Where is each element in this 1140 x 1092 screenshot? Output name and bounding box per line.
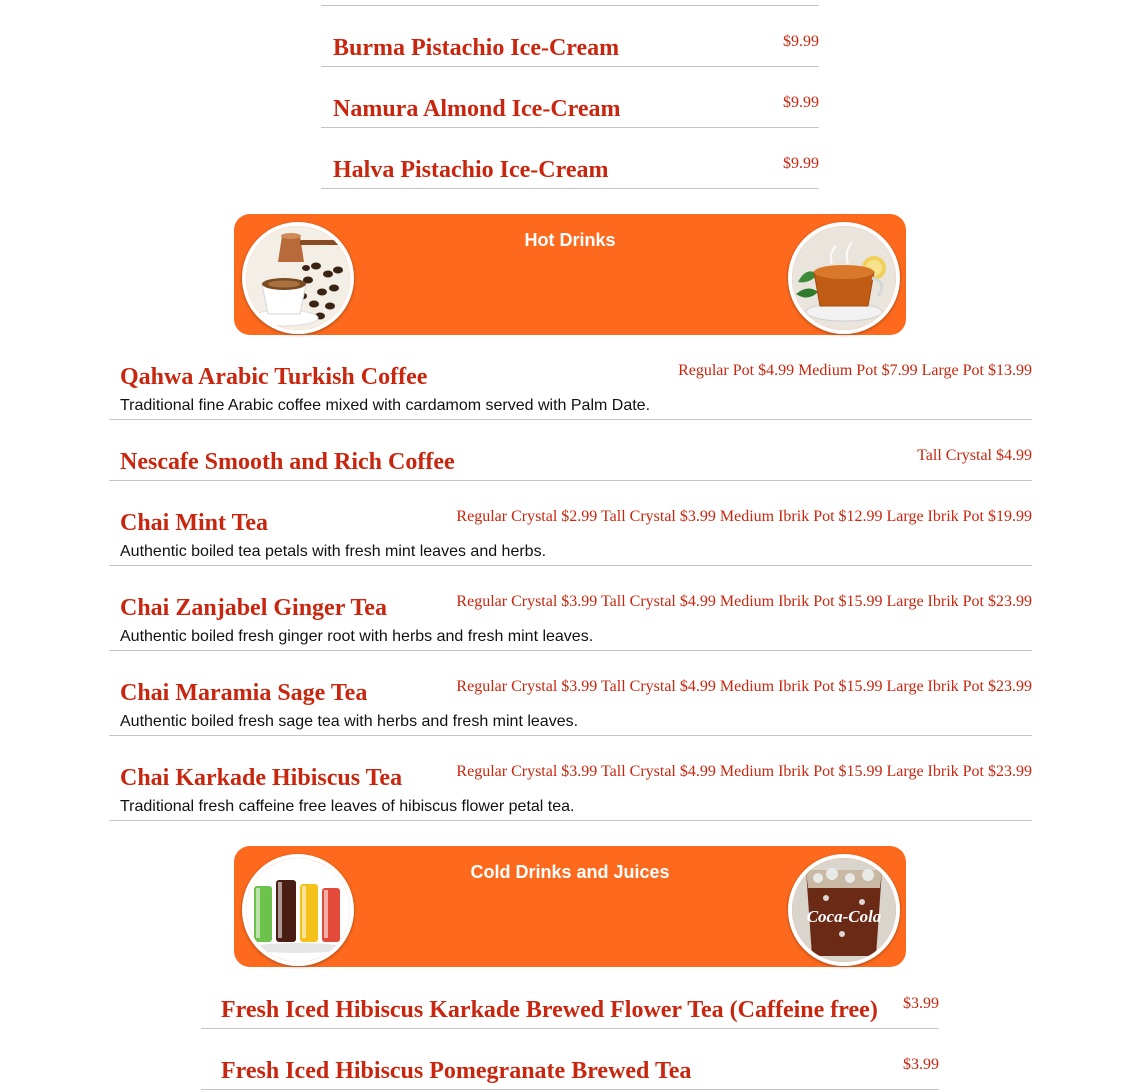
tea-cup-image [788, 222, 900, 334]
item-name: Chai Maramia Sage Tea [120, 680, 368, 706]
item-price: $9.99 [783, 94, 819, 111]
hot-drinks-banner [234, 214, 906, 335]
item-description: Traditional fresh caffeine free leaves of hibiscus flower petal tea. [120, 798, 575, 815]
section-title: Hot Drinks [524, 230, 616, 250]
divider [321, 66, 819, 67]
item-price: Regular Pot $4.99 Medium Pot $7.99 Large Pot $13.99 [678, 362, 1032, 379]
coca-cola-logo: Coca-Cola [806, 907, 882, 926]
divider [321, 5, 819, 6]
item-name: Fresh Iced Hibiscus Karkade Brewed Flower Tea (Caffeine free) [221, 997, 878, 1023]
menu-item-halva-pistachio[interactable] [321, 150, 819, 188]
menu-item-chai-maramia-sage[interactable] [109, 674, 1032, 735]
item-name: Halva Pistachio Ice-Cream [333, 157, 609, 183]
item-price: $9.99 [783, 33, 819, 50]
divider [109, 650, 1032, 651]
cold-drinks-banner [234, 846, 906, 967]
divider [109, 419, 1032, 420]
divider [109, 565, 1032, 566]
divider [109, 480, 1032, 481]
menu-item-qahwa-turkish-coffee[interactable] [109, 358, 1032, 419]
item-description: Authentic boiled fresh ginger root with herbs and fresh mint leaves. [120, 628, 594, 645]
item-price: $3.99 [903, 1056, 939, 1073]
item-price: Regular Crystal $3.99 Tall Crystal $4.99 Medium Ibrik Pot $15.99 Large Ibrik Pot $23.99 [456, 593, 1032, 610]
item-description: Authentic boiled tea petals with fresh mint leaves and herbs. [120, 543, 547, 560]
turkish-coffee-image [242, 222, 354, 334]
divider [109, 820, 1032, 821]
divider [109, 735, 1032, 736]
menu-item-iced-hibiscus-pomegranate[interactable] [201, 1051, 939, 1089]
menu-item-chai-karkade-hibiscus[interactable] [109, 759, 1032, 820]
coca-cola-glass-image [788, 854, 900, 966]
menu-item-nescafe[interactable] [109, 443, 1032, 480]
item-name: Fresh Iced Hibiscus Pomegranate Brewed Tea [221, 1058, 692, 1084]
item-description: Authentic boiled fresh sage tea with herbs and fresh mint leaves. [120, 713, 579, 730]
divider [321, 127, 819, 128]
item-name: Chai Karkade Hibiscus Tea [120, 765, 403, 791]
divider [201, 1028, 939, 1029]
item-price: Tall Crystal $4.99 [917, 447, 1032, 464]
item-price: Regular Crystal $2.99 Tall Crystal $3.99 Medium Ibrik Pot $12.99 Large Ibrik Pot $19.99 [456, 508, 1032, 525]
divider [321, 188, 819, 189]
item-name: Namura Almond Ice-Cream [333, 96, 621, 122]
item-name: Chai Mint Tea [120, 510, 269, 536]
item-name: Nescafe Smooth and Rich Coffee [120, 449, 455, 475]
menu-item-chai-mint-tea[interactable] [109, 504, 1032, 565]
item-price: $9.99 [783, 155, 819, 172]
item-name: Burma Pistachio Ice-Cream [333, 35, 620, 61]
item-description: Traditional fine Arabic coffee mixed with cardamom served with Palm Date. [120, 397, 651, 414]
item-price: Regular Crystal $3.99 Tall Crystal $4.99 Medium Ibrik Pot $15.99 Large Ibrik Pot $23.99 [456, 678, 1032, 695]
item-name: Qahwa Arabic Turkish Coffee [120, 364, 428, 390]
menu-item-burma-pistachio[interactable] [321, 28, 819, 66]
menu-item-namura-almond[interactable] [321, 89, 819, 127]
item-price: Regular Crystal $3.99 Tall Crystal $4.99 Medium Ibrik Pot $15.99 Large Ibrik Pot $23.99 [456, 763, 1032, 780]
item-price: $3.99 [903, 995, 939, 1012]
item-name: Chai Zanjabel Ginger Tea [120, 595, 387, 621]
divider [201, 1089, 939, 1090]
section-title: Cold Drinks and Juices [470, 862, 670, 882]
menu-item-chai-zanjabel-ginger[interactable] [109, 589, 1032, 650]
menu-item-iced-hibiscus-karkade[interactable] [201, 990, 939, 1028]
juice-glasses-image [242, 854, 354, 966]
